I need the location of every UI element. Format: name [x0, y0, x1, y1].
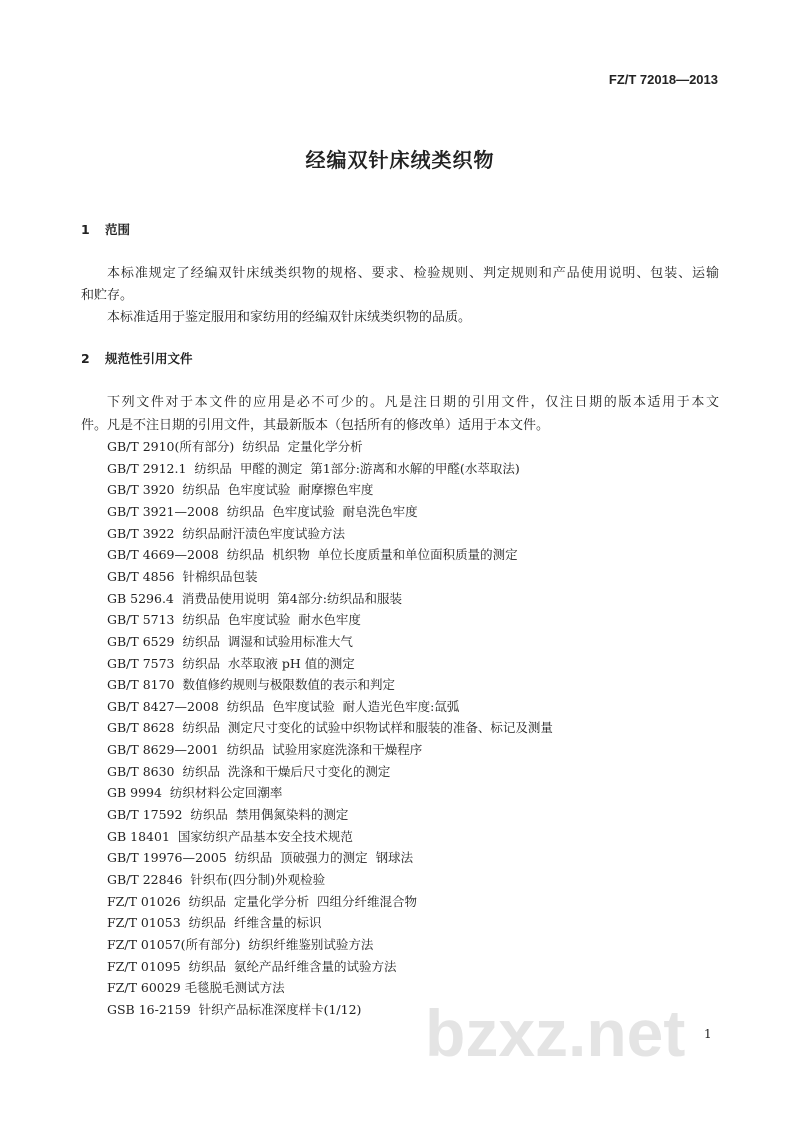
reference-item: GB/T 17592 纺织品 禁用偶氮染料的测定 — [107, 807, 349, 823]
reference-item: GB/T 8427—2008 纺织品 色牢度试验 耐人造光色牢度:氙弧 — [107, 698, 460, 714]
document-title: 经编双针床绒类织物 — [305, 148, 495, 172]
reference-item: GB/T 3920 纺织品 色牢度试验 耐摩擦色牢度 — [107, 482, 374, 498]
reference-item: GB/T 2912.1 纺织品 甲醛的测定 第1部分:游离和水解的甲醛(水萃取法) — [107, 460, 520, 476]
reference-item: GB/T 8629—2001 纺织品 试验用家庭洗涤和干燥程序 — [107, 742, 423, 758]
reference-item: GB/T 3921—2008 纺织品 色牢度试验 耐皂洗色牢度 — [107, 503, 418, 519]
reference-item: GB/T 8630 纺织品 洗涤和干燥后尺寸变化的测定 — [107, 763, 391, 779]
reference-item: GB/T 7573 纺织品 水萃取液 pH 值的测定 — [107, 655, 355, 671]
reference-item: FZ/T 01057(所有部分) 纺织纤维鉴别试验方法 — [107, 936, 374, 952]
reference-item: GB 5296.4 消费品使用说明 第4部分:纺织品和服装 — [107, 590, 402, 606]
reference-item: GB/T 4669—2008 纺织品 机织物 单位长度质量和单位面积质量的测定 — [107, 547, 518, 563]
reference-item: GB/T 2910(所有部分) 纺织品 定量化学分析 — [107, 439, 363, 454]
reference-item: GB/T 6529 纺织品 调湿和试验用标准大气 — [107, 633, 353, 649]
reference-item: GB/T 4856 针棉织品包装 — [107, 568, 258, 584]
reference-item: GB 9994 纺织材料公定回潮率 — [107, 785, 283, 801]
reference-item: FZ/T 01026 纺织品 定量化学分析 四组分纤维混合物 — [107, 893, 417, 909]
reference-item: FZ/T 01095 纺织品 氨纶产品纤维含量的试验方法 — [107, 958, 397, 974]
reference-item: GB/T 19976—2005 纺织品 顶破强力的测定 钢球法 — [107, 850, 414, 866]
section-number: 2 — [81, 351, 90, 366]
section-2-heading — [81, 349, 193, 367]
watermark: bzxz.net — [425, 996, 686, 1070]
section-1-heading — [81, 220, 130, 238]
section-number: 1 — [81, 222, 90, 237]
paragraph-line: 本标准适用于鉴定服用和家纺用的经编双针床绒类织物的品质。 — [107, 310, 472, 325]
reference-item: GSB 16-2159 针织产品标准深度样卡(1/12) — [107, 1001, 362, 1017]
section-title: 范围 — [105, 222, 131, 237]
paragraph-line: 下列文件对于本文件的应用是必不可少的。凡是注日期的引用文件，仅注日期的版本适用于本文 — [107, 395, 719, 410]
paragraph-line: 件。凡是不注日期的引用文件，其最新版本（包括所有的修改单）适用于本文件。 — [81, 418, 550, 433]
reference-item: GB 18401 国家纺织产品基本安全技术规范 — [107, 828, 353, 844]
paragraph-line: 和贮存。 — [81, 288, 134, 303]
reference-item: FZ/T 60029 毛毯脱毛测试方法 — [107, 980, 285, 996]
page-number: 1 — [704, 1027, 712, 1041]
reference-item: GB/T 5713 纺织品 色牢度试验 耐水色牢度 — [107, 612, 361, 628]
reference-item: GB/T 3922 纺织品耐汗渍色牢度试验方法 — [107, 525, 345, 541]
reference-item: GB/T 22846 针织布(四分制)外观检验 — [107, 872, 326, 887]
reference-item: GB/T 8628 纺织品 测定尺寸变化的试验中织物试样和服装的准备、标记及测量 — [107, 720, 553, 736]
standard-number: FZ/T 72018—2013 — [608, 72, 718, 87]
reference-item: GB/T 8170 数值修约规则与极限数值的表示和判定 — [107, 677, 395, 693]
section-title: 规范性引用文件 — [105, 351, 193, 366]
reference-item: FZ/T 01053 纺织品 纤维含量的标识 — [107, 915, 322, 931]
paragraph-line: 本标准规定了经编双针床绒类织物的规格、要求、检验规则、判定规则和产品使用说明、包装、运输 — [107, 266, 719, 281]
